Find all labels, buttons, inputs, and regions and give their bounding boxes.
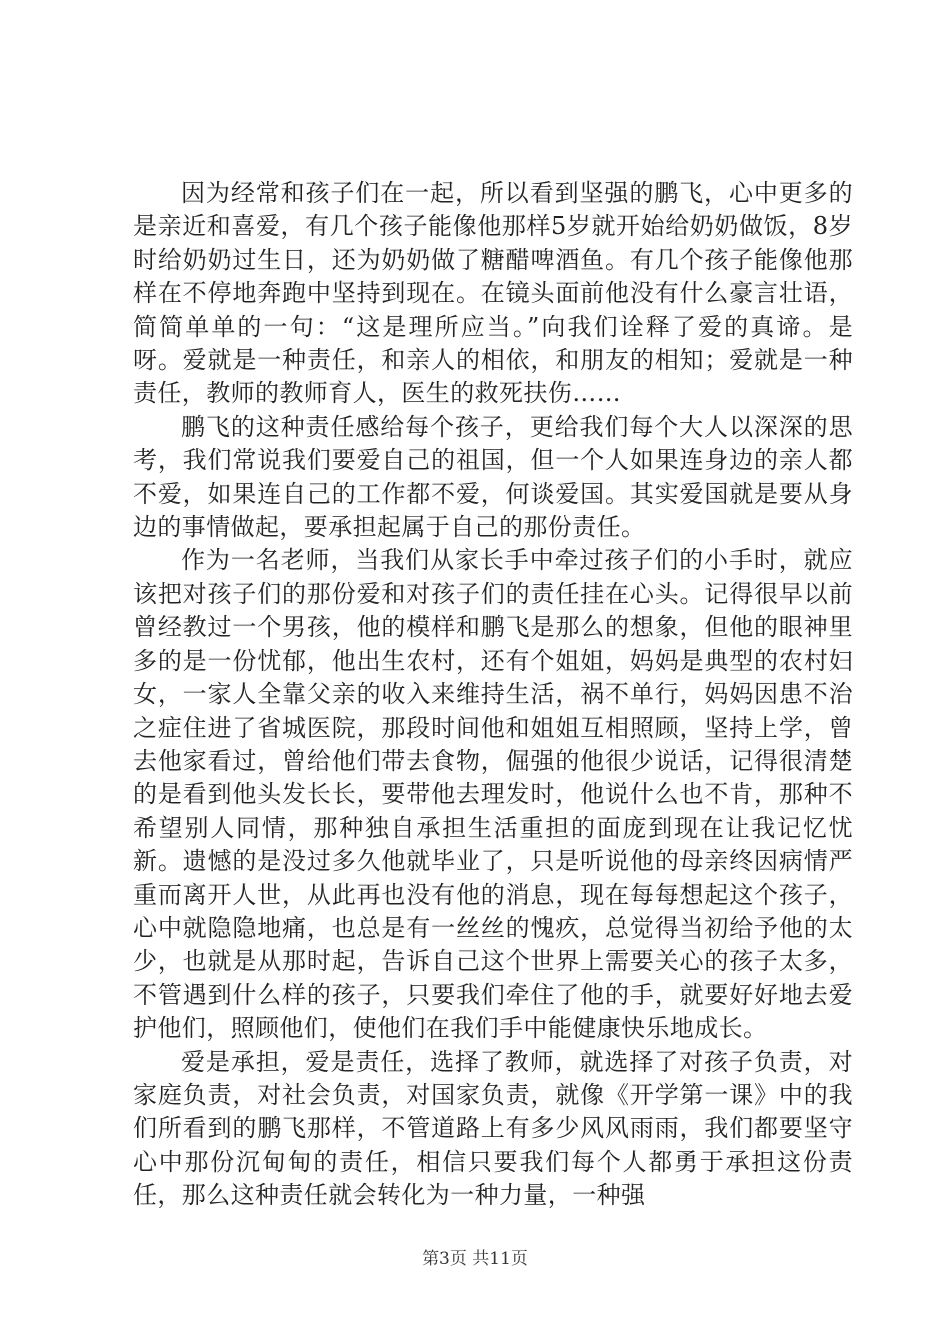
document-body [133, 177, 853, 1213]
paragraph-2: 鹏飞的这种责任感给每个孩子，更给我们每个大人以深深的思考，我们常说我们要爱自己的祖国，但一个人如果连身边的亲人都不爱，如果连自己的工作都不爱，何谈爱国。其实爱国就是要从身边的事情做起，要承担起属于自己的那份责任。 [133, 412, 853, 542]
page-number: 第3页 共11页 [422, 1249, 528, 1269]
paragraph-4: 爱是承担，爱是责任，选择了教师，就选择了对孩子负责，对家庭负责，对社会负责，对国家负责，就像《开学第一课》中的我们所看到的鹏飞那样，不管道路上有多少风风雨雨，我们都要坚守心中那份沉甸甸的责任，相信只要我们每个人都勇于承担这份责任，那么这种责任就会转化为一种力量，一种强 [133, 1047, 853, 1210]
page-footer [0, 1244, 950, 1269]
paragraph-1: 因为经常和孩子们在一起，所以看到坚强的鹏飞，心中更多的是亲近和喜爱，有几个孩子能像他那样5岁就开始给奶奶做饭，8岁时给奶奶过生日，还为奶奶做了糖醋啤酒鱼。有几个孩子能像他那样在不停地奔跑中坚持到现在。在镜头面前他没有什么豪言壮语，简简单单的一句：“这是理所应当。”向我们诠释了爱的真谛。是呀。爱就是一种责任，和亲人的相依，和朋友的相知；爱就是一种责任，教师的教师育人，医生的救死扶伤…… [133, 179, 853, 408]
paragraph-3: 作为一名老师，当我们从家长手中牵过孩子们的小手时，就应该把对孩子们的那份爱和对孩子们的责任挂在心头。记得很早以前曾经教过一个男孩，他的模样和鹏飞是那么的想象，但他的眼神里多的是一份忧郁，他出生农村，还有个姐姐，妈妈是典型的农村妇女，一家人全靠父亲的收入来维持生活，祸不单行，妈妈因患不治之症住进了省城医院，那段时间他和姐姐互相照顾，坚持上学，曾去他家看过，曾给他们带去食物，倔强的他很少说话，记得很清楚的是看到他头发长长，要带他去理发时，他说什么也不肯，那种不希望别人同情，那种独自承担生活重担的面庞到现在让我记忆忧新。遗憾的是没过多久他就毕业了，只是听说他的母亲终因病情严重而离开人世，从此再也没有他的消息，现在每每想起这个孩子，心中就隐隐地痛，也总是有一丝丝的愧疚，总觉得当初给予他的太少，也就是从那时起，告诉自己这个世界上需要关心的孩子太多，不管遇到什么样的孩子，只要我们牵住了他的手，就要好好地去爱护他们，照顾他们，使他们在我们手中能健康快乐地成长。 [133, 546, 853, 1043]
